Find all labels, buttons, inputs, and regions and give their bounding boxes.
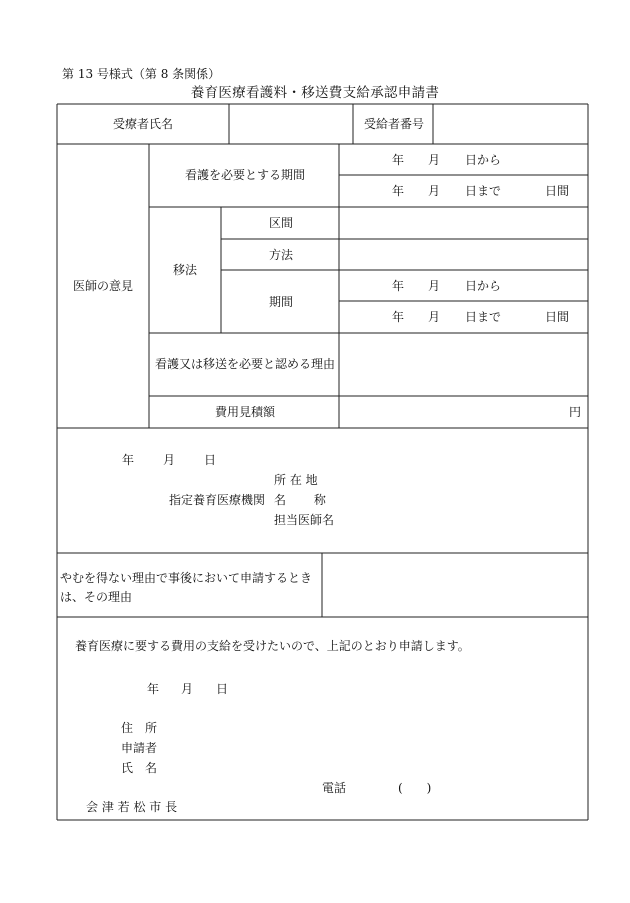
transport-from-month: 月 [428,279,441,293]
transport-period-label: 期間 [269,295,294,309]
page-title: 養育医療看護料・移送費支給承認申請書 [190,85,440,101]
institution-date-day: 日 [204,453,217,467]
institution-date-month: 月 [163,453,176,467]
transport-to-month: 月 [428,310,441,324]
transport-to-year: 年 [392,310,405,324]
transport-method-label: 方法 [269,248,294,262]
addressee: 会 津 若 松 市 長 [86,800,178,814]
phone-paren: ( ) [398,781,432,795]
cost-estimate-label: 費用見積額 [215,405,276,419]
care-to-month: 月 [428,184,441,198]
late-reason-label-line2: は、その理由 [60,590,133,604]
recipient-name-label: 受療者氏名 [113,117,174,131]
care-from-month: 月 [428,153,441,167]
phone-label: 電話 [322,781,347,795]
recipient-number-label: 受給者番号 [364,117,425,131]
reason-label: 看護又は移送を必要と認める理由 [155,357,336,371]
care-days: 日間 [545,184,570,198]
care-from-day: 日から [465,153,502,167]
late-reason-label-line1: やむを得ない理由で事後において申請するとき [60,571,313,585]
institution-name-label: 名 称 [274,493,326,507]
doctor-opinion-label: 医師の意見 [73,279,134,293]
care-from-year: 年 [392,153,405,167]
applicant-address-label: 住 所 [121,721,158,735]
applicant-date-day: 日 [216,682,229,696]
care-period-label: 看護を必要とする期間 [185,168,306,182]
application-statement: 養育医療に要する費用の支給を受けたいので、上記のとおり申請します。 [75,639,470,653]
transport-label: 移法 [173,263,198,277]
cost-unit: 円 [569,405,582,419]
applicant-name-label: 氏 名 [121,761,158,775]
care-to-day: 日まで [465,184,502,198]
institution-address-label: 所 在 地 [274,473,318,487]
care-to-year: 年 [392,184,405,198]
institution-date-year: 年 [122,453,135,467]
transport-section-label: 区間 [269,216,294,230]
transport-days: 日間 [545,310,570,324]
institution-doctor-label: 担当医師名 [274,513,335,527]
applicant-date-month: 月 [181,682,194,696]
institution-type-label: 指定養育医療機関 [169,493,266,507]
applicant-label: 申請者 [121,741,158,755]
transport-from-day: 日から [465,279,502,293]
transport-to-day: 日まで [465,310,502,324]
form-number: 第 13 号様式（第 8 条関係） [62,67,221,81]
transport-from-year: 年 [392,279,405,293]
applicant-date-year: 年 [147,682,160,696]
